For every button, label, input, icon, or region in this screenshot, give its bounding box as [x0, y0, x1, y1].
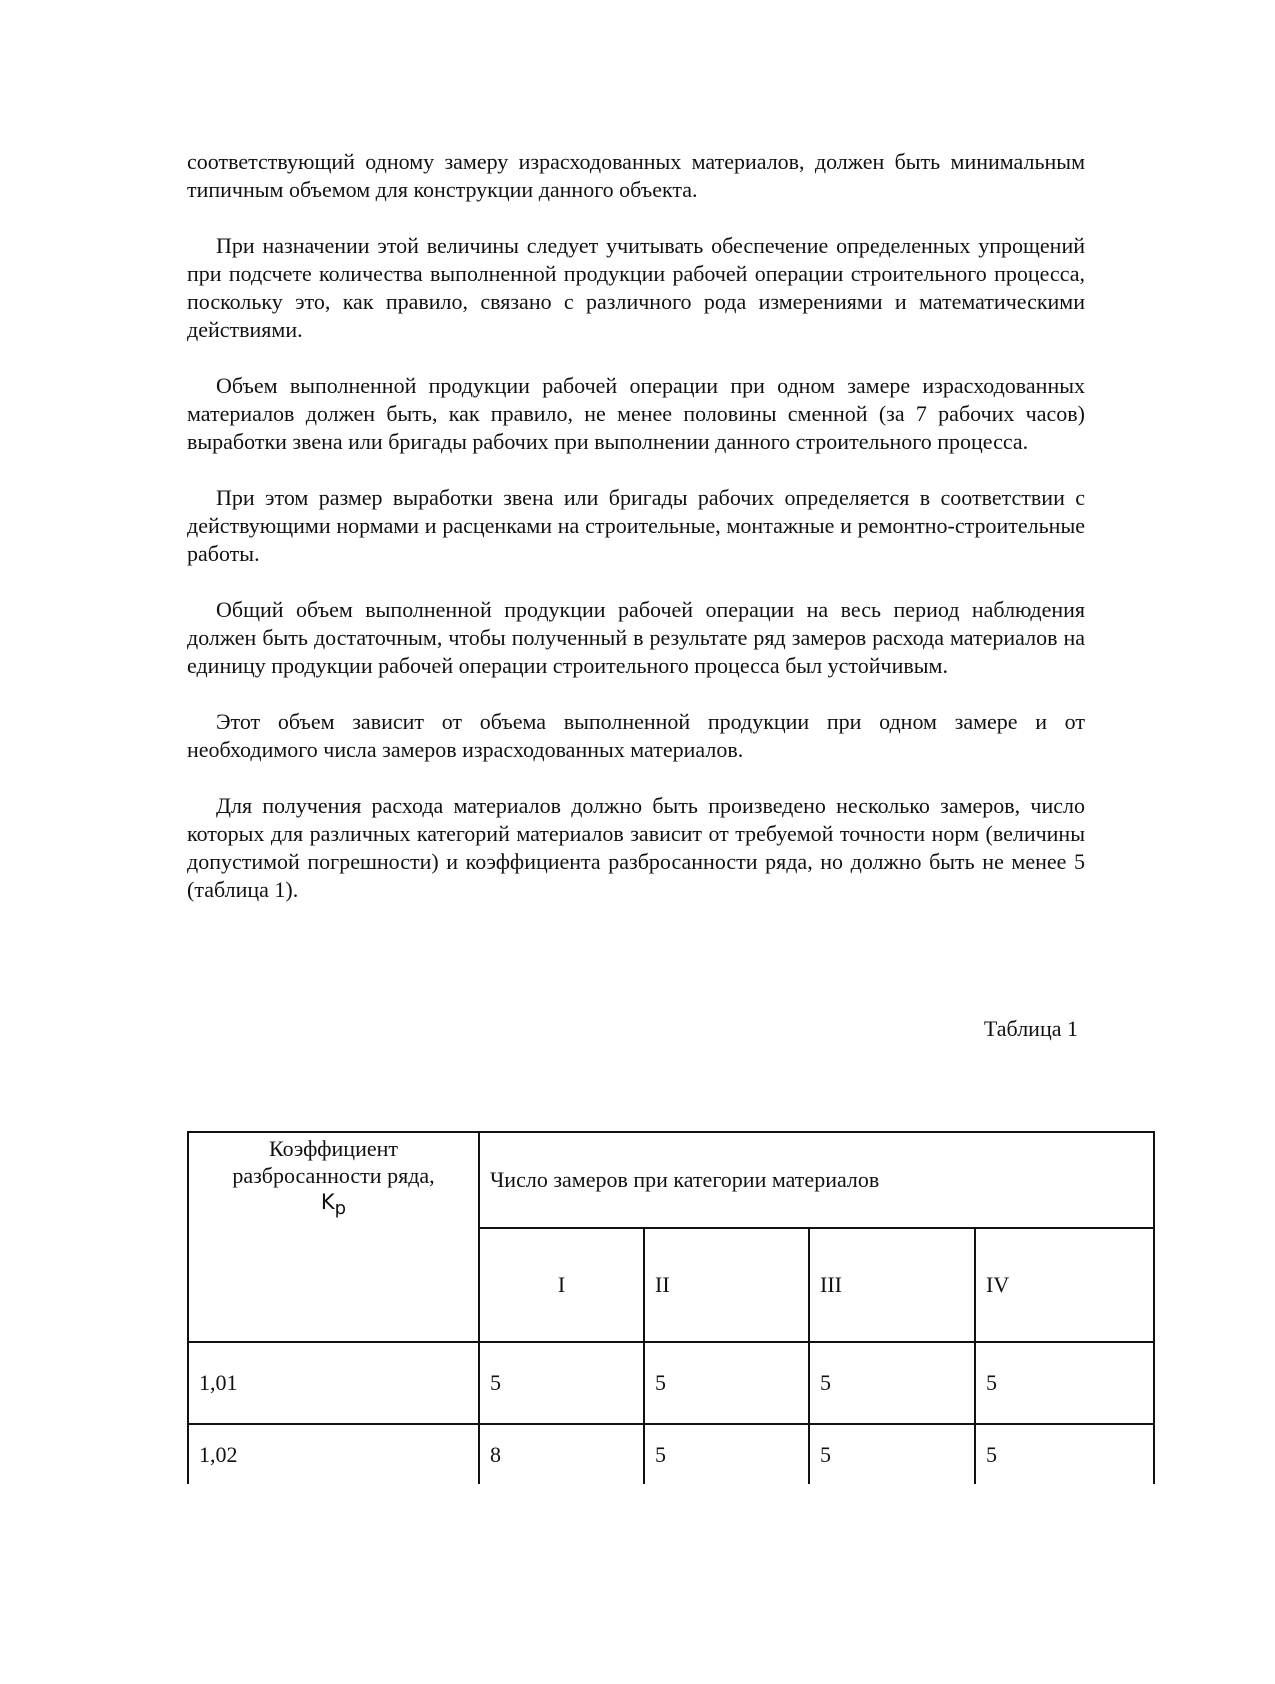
header-left-line2: разбросанности ряда,	[232, 1163, 435, 1188]
cell-value: 5	[809, 1424, 975, 1486]
cell-value: 8	[479, 1424, 644, 1486]
cell-value: 5	[644, 1342, 809, 1424]
paragraph-7: Для получения расхода материалов должно быть произведено несколько замеров, число которых для различных категорий материалов зависит от требуемой точности норм (величины допустимой погрешности) и коэффициента разбросанности ряда, но должно быть не менее 5 (таблица 1).	[187, 793, 1085, 902]
paragraph-4: При этом размер выработки звена или бригады рабочих определяется в соответствии с действующими нормами и расценками на строительные, монтажные и ремонтно-строительные работы.	[187, 485, 1085, 566]
measurements-table	[187, 1131, 1155, 1487]
category-header-2: II	[644, 1228, 809, 1342]
category-header-4: IV	[975, 1228, 1154, 1342]
document-body	[187, 148, 1085, 932]
table-row	[188, 1342, 1154, 1424]
table-row	[188, 1424, 1154, 1486]
kp-symbol: $K_p$	[320, 1190, 347, 1219]
paragraph-1: соответствующий одному замеру израсходованных материалов, должен быть минимальным типичным объемом для конструкции данного объекта.	[187, 149, 1085, 202]
paragraph-5: Общий объем выполненной продукции рабочей операции на весь период наблюдения должен быть достаточным, чтобы полученный в результате ряд замеров расхода материалов на единицу продукции рабочей операции строительного процесса был устойчивым.	[187, 597, 1085, 678]
category-header-1: I	[479, 1228, 644, 1342]
paragraph-6: Этот объем зависит от объема выполненной продукции при одном замере и от необходимого числа замеров израсходованных материалов.	[187, 709, 1085, 762]
kp-value: 1,01	[188, 1342, 479, 1424]
kp-value: 1,02	[188, 1424, 479, 1486]
cell-value: 5	[809, 1342, 975, 1424]
header-measurements-count: Число замеров при категории материалов	[479, 1132, 1154, 1228]
paragraph-3: Объем выполненной продукции рабочей операции при одном замере израсходованных материалов должен быть, как правило, не менее половины сменной (за 7 рабочих часов) выработки звена или бригады рабочих при выполнении данного строительного процесса.	[187, 373, 1085, 454]
cell-value: 5	[479, 1342, 644, 1424]
header-left-line1: Коэффициент	[268, 1136, 398, 1161]
header-dispersion-coefficient	[188, 1132, 479, 1342]
table-caption: Таблица 1	[983, 1016, 1078, 1041]
cell-value: 5	[975, 1424, 1154, 1486]
page-bottom-cut	[150, 1484, 1200, 1684]
paragraph-2: При назначении этой величины следует учитывать обеспечение определенных упрощений при подсчете количества выполненной продукции рабочей операции строительного процесса, поскольку это, как правило, связано с различного рода измерениями и математическими действиями.	[187, 233, 1085, 342]
cell-value: 5	[975, 1342, 1154, 1424]
cell-value: 5	[644, 1424, 809, 1486]
category-header-3: III	[809, 1228, 975, 1342]
